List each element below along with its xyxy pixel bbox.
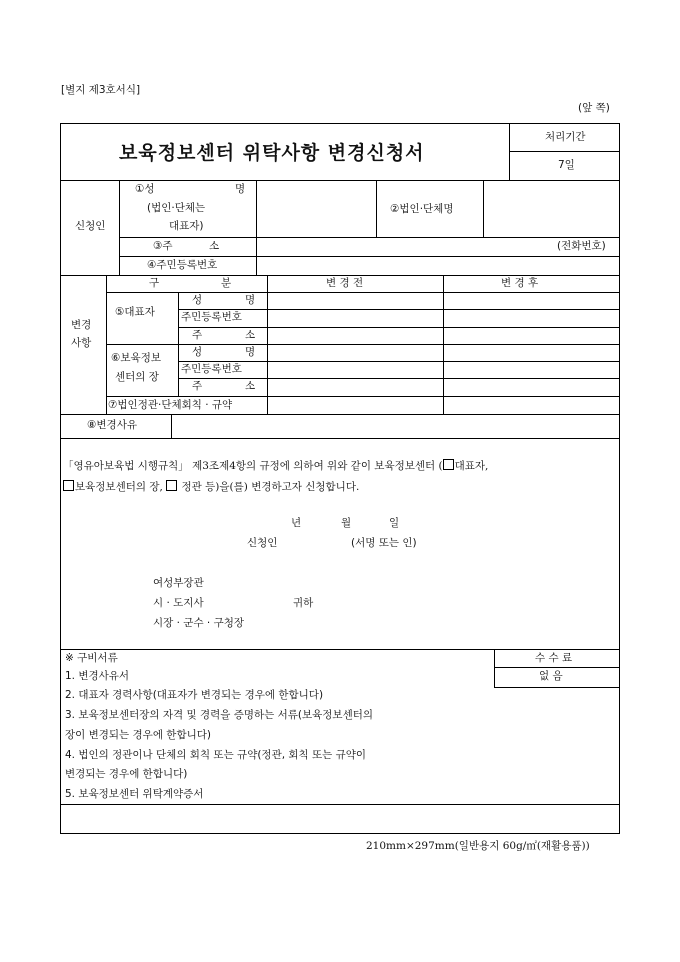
changes-section-label: 변경 [71, 319, 92, 331]
change-reason-field[interactable] [172, 415, 619, 437]
org-name-field[interactable] [484, 181, 618, 236]
applicant-section-label: 신청인 [75, 220, 106, 232]
recipient-suffix: 귀하 [293, 597, 314, 609]
head-resident-number-label: 주민등록번호 [181, 363, 242, 375]
signature-note: (서명 또는 인) [351, 537, 417, 549]
center-head-label-2: 센터의 장 [115, 371, 159, 383]
rep-name-label-end: 명 [245, 294, 256, 306]
form-number: [별지 제3호서식] [61, 84, 141, 96]
bylaws-label: ⑦법인정관·단체회칙 · 규약 [108, 399, 233, 411]
document-item: 1. 변경사유서 [65, 670, 130, 682]
resident-number-label: ④주민등록번호 [147, 259, 218, 271]
col-before-label: 변 경 전 [326, 277, 364, 289]
fee-label: 수 수 료 [535, 652, 573, 664]
recipient-minister: 여성부장관 [153, 577, 204, 589]
signature-applicant-label: 신청인 [247, 537, 278, 549]
phone-label: (전화번호) [557, 240, 606, 252]
head-address-label-end: 소 [245, 380, 256, 392]
center-head-label: ⑥보육정보 [111, 352, 161, 364]
recipient-governor: 시 · 도지사 [153, 597, 204, 609]
org-name-label: ②법인·단체명 [390, 203, 454, 215]
col-category-label-end: 분 [221, 277, 232, 289]
head-name-label: 성 [192, 346, 203, 358]
representative-label: ⑤대표자 [115, 306, 155, 318]
form-title: 보육정보센터 위탁사항 변경신청서 [119, 142, 425, 164]
application-form [60, 123, 620, 834]
rep-resident-number-label: 주민등록번호 [181, 311, 242, 323]
address-label: ③주 [153, 240, 173, 252]
col-category-label: 구 [149, 277, 160, 289]
head-address-label: 주 [192, 380, 203, 392]
statement-text-2b: 정관 등)을(를) 변경하고자 신청합니다. [181, 481, 360, 493]
document-item: 변경되는 경우에 한합니다) [65, 768, 188, 780]
document-item: 2. 대표자 경력사항(대표자가 변경되는 경우에 한합니다) [65, 689, 324, 701]
document-item: 5. 보육정보센터 위탁계약증서 [65, 788, 204, 800]
name-sub-label-2: 대표자) [169, 220, 204, 232]
bylaws-checkbox[interactable] [166, 480, 177, 491]
processing-period-label: 처리기간 [545, 131, 586, 143]
col-after-label: 변 경 후 [501, 277, 539, 289]
statement-line-1 [63, 459, 488, 472]
change-reason-label: ⑧변경사유 [87, 419, 137, 431]
changes-section-label-2: 사항 [71, 337, 92, 349]
date-month-label: 월 [341, 517, 352, 529]
rep-name-label: 성 [192, 294, 203, 306]
name-label-end: 명 [235, 183, 246, 195]
page-side-label: (앞 쪽) [578, 102, 610, 114]
date-day-label: 일 [389, 517, 400, 529]
name-label: ①성 [135, 183, 155, 195]
address-field[interactable] [257, 238, 547, 255]
rep-address-label: 주 [192, 329, 203, 341]
paper-spec: 210mm×297mm(일반용지 60g/㎡(재활용품)) [366, 840, 590, 852]
address-label-end: 소 [209, 240, 220, 252]
center-head-checkbox[interactable] [63, 480, 74, 491]
statement-line-2 [63, 480, 359, 493]
name-sub-label: (법인·단체는 [147, 202, 206, 214]
statement-text-1a: 「영유아보육법 시행규칙」 제3조제4항의 규정에 의하여 위와 같이 보육정보센터 ( [63, 460, 443, 472]
document-item: 4. 법인의 정관이나 단체의 회칙 또는 규약(정관, 회칙 또는 규약이 [65, 749, 367, 761]
fee-value: 없 음 [539, 670, 563, 682]
resident-number-field[interactable] [257, 257, 619, 274]
document-item: 3. 보육정보센터장의 자격 및 경력을 증명하는 서류(보육정보센터의 [65, 709, 374, 721]
date-year-label: 년 [291, 517, 302, 529]
statement-text-1b: 대표자, [454, 460, 489, 472]
documents-header: ※ 구비서류 [65, 652, 118, 664]
representative-checkbox[interactable] [443, 459, 454, 470]
recipient-mayor: 시장 · 군수 · 구청장 [153, 617, 245, 629]
head-name-label-end: 명 [245, 346, 256, 358]
processing-period-value: 7일 [558, 159, 575, 171]
statement-text-2a: 보육정보센터의 장, [75, 481, 163, 493]
rep-address-label-end: 소 [245, 329, 256, 341]
applicant-name-field[interactable] [257, 181, 375, 236]
document-item: 장이 변경되는 경우에 한합니다) [65, 729, 211, 741]
